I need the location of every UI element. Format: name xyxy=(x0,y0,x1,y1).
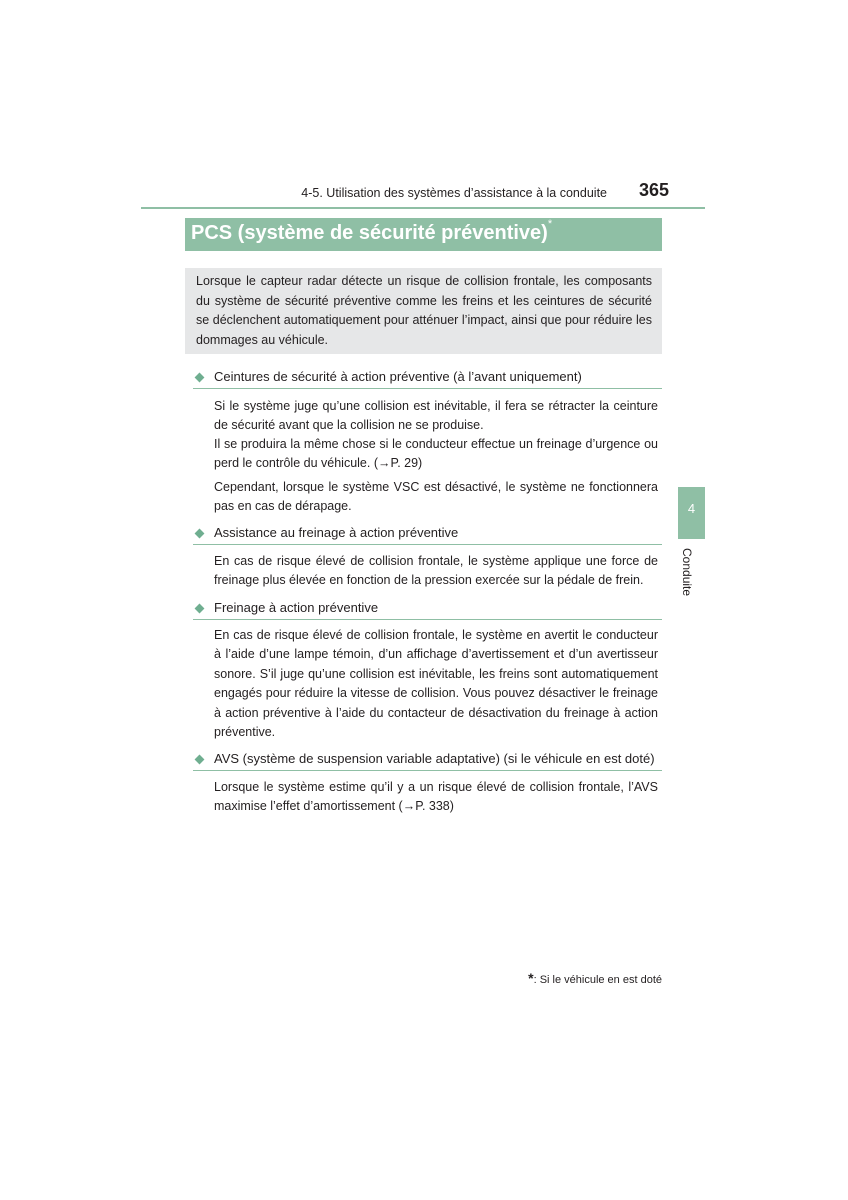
footnote-marker: * xyxy=(547,218,553,231)
footnote xyxy=(528,970,662,986)
feature-heading xyxy=(193,750,662,771)
feature-heading xyxy=(193,599,662,620)
section-title-text: PCS (système de sécurité préventive) xyxy=(191,222,548,244)
feature-heading xyxy=(193,524,662,545)
chapter-tab xyxy=(678,487,705,539)
feature-paragraph: Si le système juge qu’une collision est inévitable, il fera se rétracter la ceinture de sécurité avant que la collision ne se produise. xyxy=(214,399,658,433)
page-number: 365 xyxy=(639,180,670,200)
feature-paragraph: En cas de risque élevé de collision frontale, le système applique une force de freinage plus élevée en fonction de la pression exercée sur la pédale de frein. xyxy=(214,554,658,588)
feature-heading xyxy=(193,368,662,389)
feature-paragraph: En cas de risque élevé de collision frontale, le système en avertit le conducteur à l’aide d’une lampe témoin, d’un affichage d’avertissement et d’un avertisseur sonore. S’il juge qu’une collision est inévitable, les freins sont automatiquement engagés pour réduire la vitesse de collision. Vous pouvez désactiver le freinage à action préventive à l’aide du contacteur de désactivation du freinage à action préventive. xyxy=(214,628,658,740)
section-title-bar xyxy=(185,218,662,251)
feature-heading-text: Assistance au freinage à action préventive xyxy=(214,525,459,540)
diamond-bullet-icon xyxy=(195,373,205,383)
feature-paragraph: Cependant, lorsque le système VSC est désactivé, le système ne fonctionnera pas en cas de dérapage. xyxy=(214,480,658,514)
feature-paragraph: Il se produira la même chose si le conducteur effectue un freinage d’urgence ou perd le contrôle du véhicule. (→P. 29) xyxy=(214,437,658,471)
feature-heading-text: Ceintures de sécurité à action préventive (à l’avant uniquement) xyxy=(214,369,582,384)
header-divider xyxy=(141,207,705,209)
footnote-text: : Si le véhicule en est doté xyxy=(533,974,662,986)
feature-paragraph: Lorsque le système estime qu’il y a un risque élevé de collision frontale, l’AVS maximise l’effet d’amortissement (→P. 338) xyxy=(214,780,658,814)
feature-heading-text: AVS (système de suspension variable adaptative) (si le véhicule en est doté) xyxy=(214,751,655,766)
chapter-title: 4-5. Utilisation des systèmes d’assistance à la conduite xyxy=(301,186,607,200)
intro-box xyxy=(185,268,662,354)
intro-text: Lorsque le capteur radar détecte un risque de collision frontale, les composants du système de sécurité préventive comme les freins et les ceintures de sécurité se déclenchent automatiquement pour atténuer l’impact, ainsi que pour réduire les dommages au véhicule. xyxy=(196,274,652,347)
diamond-bullet-icon xyxy=(195,604,205,614)
chapter-tab-label: Conduite xyxy=(680,548,694,597)
feature-heading-text: Freinage à action préventive xyxy=(214,600,379,615)
diamond-bullet-icon xyxy=(195,529,205,539)
diamond-bullet-icon xyxy=(195,755,205,765)
chapter-tab-number: 4 xyxy=(687,501,696,516)
section-title xyxy=(191,218,553,245)
footnote-star: * xyxy=(528,970,534,986)
